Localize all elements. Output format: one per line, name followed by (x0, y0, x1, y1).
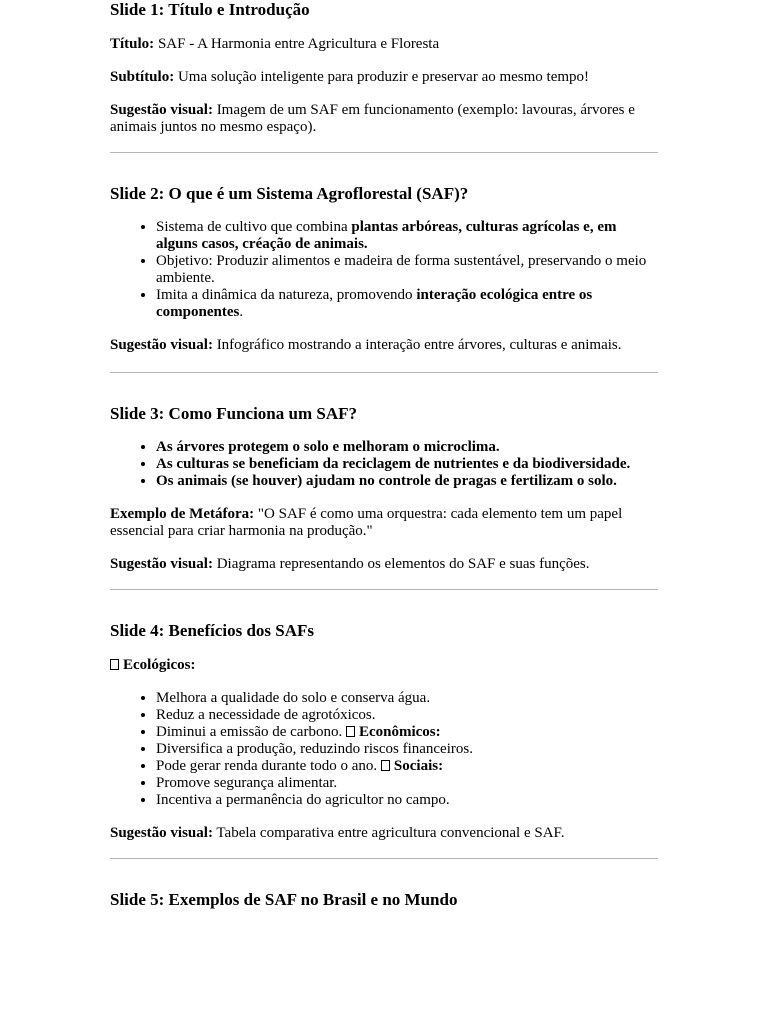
bullet-text: Objetivo: Produzir alimentos e madeira de forma sustentável, preservando o meio ambiente. (156, 253, 647, 286)
list-item: • As culturas se beneficiam da reciclagem de nutrientes e da biodiversidade. (156, 456, 658, 473)
missing-glyph-icon (110, 659, 119, 670)
bullet-text: Imita a dinâmica da natureza, promovendo (156, 287, 417, 303)
titulo-label: Título: (110, 36, 155, 52)
ecologicos-heading (110, 657, 658, 674)
visual-label: Sugestão visual: (110, 556, 213, 572)
slide-2-visual (110, 337, 658, 354)
missing-glyph-icon (346, 726, 355, 737)
list-item: • Promove segurança alimentar. (156, 775, 658, 792)
bullet-end-text: . (239, 304, 244, 320)
list-item (156, 758, 658, 775)
slide-1-heading: Slide 1: Título e Introdução (110, 0, 310, 19)
visual-value: Diagrama representando os elementos do SAF e suas funções. (216, 556, 590, 572)
titulo-value: SAF - A Harmonia entre Agricultura e Floresta (157, 36, 440, 52)
bullet-text: Diminui a emissão de carbono. (156, 724, 343, 740)
list-item: • Diversifica a produção, reduzindo riscos financeiros. (156, 741, 658, 758)
bullet-bold-text: plantas arbóreas, culturas agrícolas e, em alguns casos, créação de animais. (156, 219, 617, 252)
divider (110, 858, 658, 859)
metafora-label: Exemplo de Metáfora: (110, 506, 255, 522)
visual-label: Sugestão visual: (110, 825, 213, 841)
subtitulo-value: Uma solução inteligente para produzir e preservar ao mesmo tempo! (177, 69, 590, 85)
slide-4-section (110, 621, 658, 842)
list-item (156, 253, 658, 287)
metafora-value: "O SAF é como uma orquestra: cada elemento tem um papel essencial para criar harmonia na produção." (110, 506, 623, 539)
list-item: • Incentiva a permanência do agricultor no campo. (156, 792, 658, 809)
sociais-label: Sociais: (393, 758, 444, 774)
slide-3-visual (110, 556, 658, 573)
list-item (156, 287, 658, 321)
document-content (110, 0, 658, 910)
ecologicos-label: Ecológicos: (123, 657, 196, 673)
slide-4-visual (110, 825, 658, 842)
divider (110, 589, 658, 590)
visual-value: Infográfico mostrando a interação entre árvores, culturas e animais. (216, 337, 622, 353)
slide-1-subtitulo (110, 69, 658, 86)
slide-4-list (110, 690, 658, 809)
slide-3-heading: Slide 3: Como Funciona um SAF? (110, 404, 357, 423)
missing-glyph-icon (381, 760, 390, 771)
slide-4-heading: Slide 4: Benefícios dos SAFs (110, 621, 315, 640)
slide-3-list (110, 439, 658, 490)
subtitulo-label: Subtítulo: (110, 69, 175, 85)
bullet-text: Pode gerar renda durante todo o ano. (156, 758, 378, 774)
slide-5-heading: Slide 5: Exemplos de SAF no Brasil e no Mundo (110, 890, 458, 909)
slide-2-list (110, 219, 658, 321)
list-item: • Reduz a necessidade de agrotóxicos. (156, 707, 658, 724)
visual-label: Sugestão visual: (110, 337, 213, 353)
slide-1-titulo (110, 36, 658, 53)
list-item: • Os animais (se houver) ajudam no controle de pragas e fertilizam o solo. (156, 473, 658, 490)
divider (110, 372, 658, 373)
slide-1-section (110, 0, 658, 136)
visual-value: Imagem de um SAF em funcionamento (exemplo: lavouras, árvores e animais juntos no mesmo espaço). (110, 102, 635, 135)
slide-2-section (110, 184, 658, 354)
slide-5-section (110, 890, 658, 910)
bullet-bold-text: interação ecológica entre os componentes (156, 287, 593, 320)
slide-1-visual (110, 102, 658, 136)
divider (110, 152, 658, 153)
list-item (156, 724, 658, 741)
slide-3-metafora (110, 506, 658, 540)
slide-2-heading: Slide 2: O que é um Sistema Agroflorestal (SAF)? (110, 184, 469, 203)
list-item (156, 219, 658, 253)
list-item: • As árvores protegem o solo e melhoram o microclima. (156, 439, 658, 456)
visual-label: Sugestão visual: (110, 102, 213, 118)
bullet-text: Sistema de cultivo que combina (156, 219, 352, 235)
economicos-label: Econômicos: (358, 724, 441, 740)
visual-value: Tabela comparativa entre agricultura convencional e SAF. (216, 825, 565, 841)
list-item: • Melhora a qualidade do solo e conserva água. (156, 690, 658, 707)
slide-3-section (110, 404, 658, 573)
